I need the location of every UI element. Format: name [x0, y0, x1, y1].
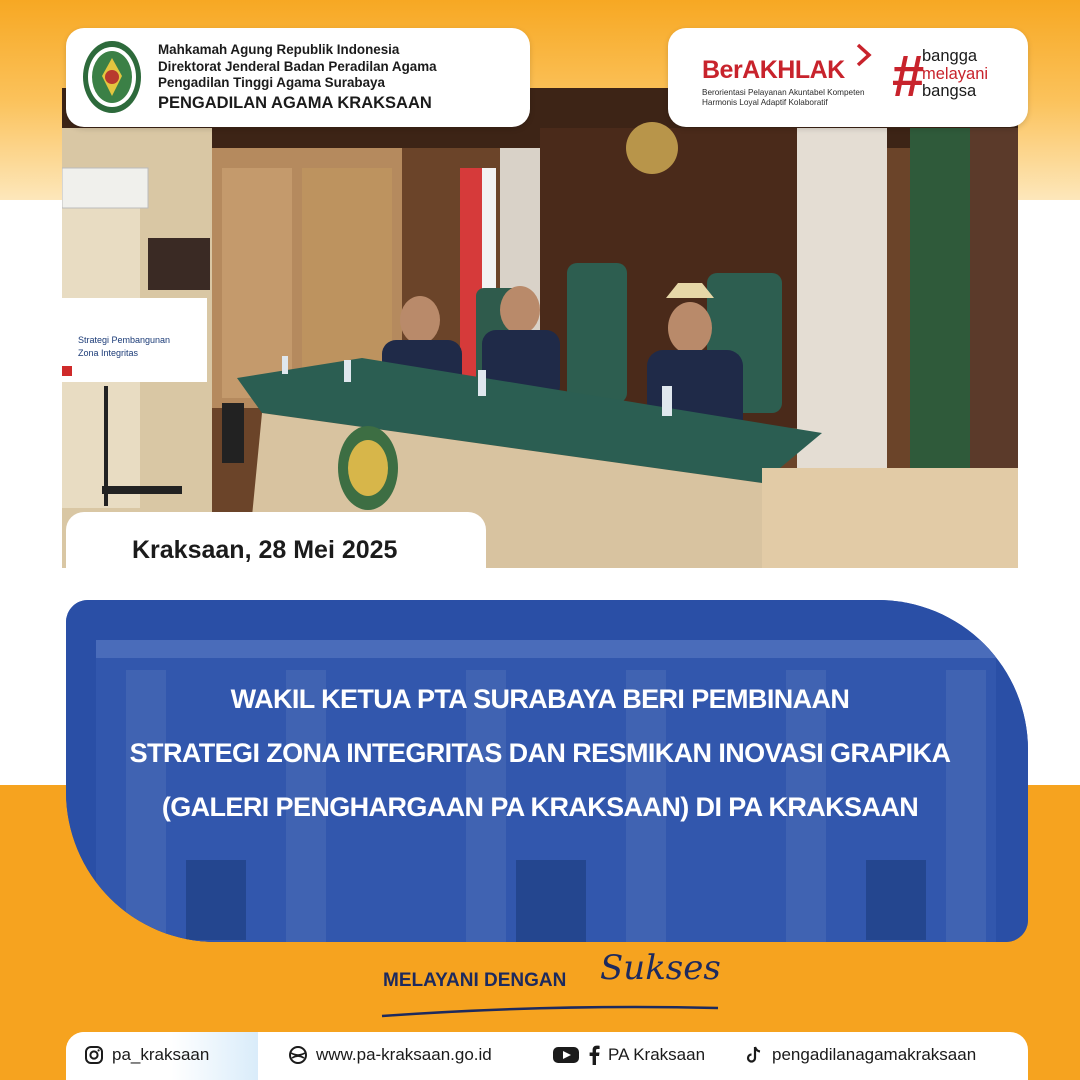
- berakhlak-tagline-2: Harmonis Loyal Adaptif Kolaboratif: [702, 98, 828, 107]
- bangga-line-3: bangsa: [922, 82, 977, 100]
- slide-line-1: Strategi Pembangunan: [78, 335, 171, 345]
- headline: [0, 672, 1080, 834]
- slogan-script: Sukses: [600, 948, 721, 988]
- chevron-right-icon: [854, 42, 874, 68]
- headline-line-1: WAKIL KETUA PTA SURABAYA BERI PEMBINAAN: [230, 684, 850, 714]
- hashtag-icon: #: [892, 44, 925, 109]
- slide-line-2: Zona Integritas: [78, 348, 139, 358]
- globe-icon: [288, 1045, 308, 1065]
- court-name: PENGADILAN AGAMA KRAKSAAN: [158, 93, 432, 112]
- event-date: Kraksaan, 28 Mei 2025: [132, 536, 398, 564]
- instagram-handle: pa_kraksaan: [112, 1045, 210, 1064]
- institution-line-1: Mahkamah Agung Republik Indonesia: [158, 42, 400, 57]
- website-url: www.pa-kraksaan.go.id: [316, 1045, 492, 1064]
- headline-line-2: STRATEGI ZONA INTEGRITAS DAN RESMIKAN INOVASI GRAPIKA: [129, 738, 951, 768]
- institution-header: [66, 28, 530, 127]
- institution-line-3: Pengadilan Tinggi Agama Surabaya: [158, 75, 385, 90]
- event-photo: [62, 88, 1018, 568]
- tiktok-icon: [744, 1045, 764, 1065]
- facebook-icon: [588, 1045, 600, 1065]
- footer-instagram[interactable]: [84, 1045, 209, 1065]
- footer-youtube-facebook[interactable]: [552, 1045, 705, 1065]
- slogan-main: MELAYANI DENGAN: [383, 970, 567, 991]
- institution-line-2: Direktorat Jenderal Badan Peradilan Agama: [158, 58, 437, 74]
- bangga-melayani-bangsa-logo: [922, 48, 988, 101]
- headline-line-3: (GALERI PENGHARGAAN PA KRAKSAAN) DI PA KRAKSAAN: [161, 792, 919, 822]
- slogan-underline: [380, 1000, 720, 1022]
- footer-website[interactable]: [288, 1045, 492, 1065]
- instagram-icon: [84, 1045, 104, 1065]
- court-seal-logo: [82, 40, 142, 114]
- tiktok-handle: pengadilanagamakraksaan: [772, 1045, 977, 1064]
- berakhlak-logo: BerAKHLAK: [702, 56, 845, 84]
- berakhlak-tagline-1: Berorientasi Pelayanan Akuntabel Kompeten: [702, 88, 865, 97]
- bangga-line-2: melayani: [922, 64, 989, 83]
- facebook-page: PA Kraksaan: [608, 1045, 706, 1064]
- bangga-line-1: bangga: [922, 47, 978, 65]
- brand-card: [668, 28, 1028, 127]
- footer-tiktok[interactable]: [744, 1045, 976, 1065]
- youtube-icon: [552, 1045, 580, 1065]
